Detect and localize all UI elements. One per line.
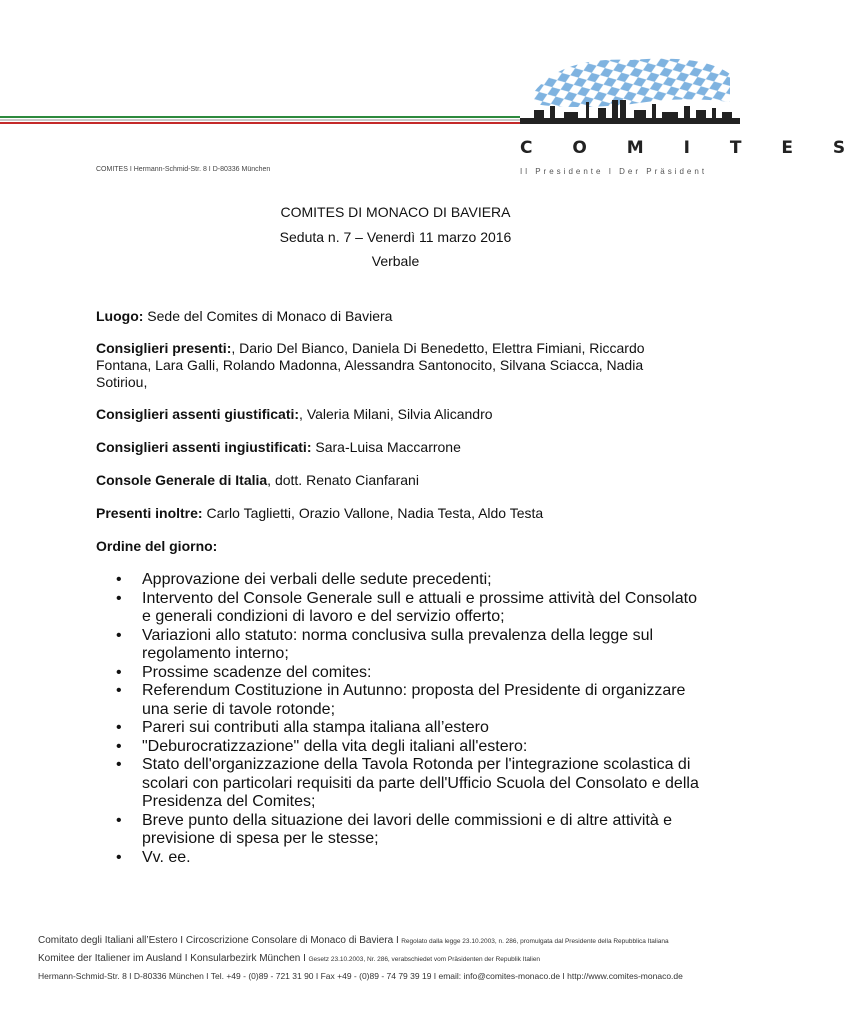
list-item: • Pareri sui contributi alla stampa italiana all’estero [116, 719, 489, 736]
presenti-label: Consiglieri presenti: [96, 340, 232, 356]
bullet-icon: • [116, 811, 122, 829]
giustificati-label: Consiglieri assenti giustificati: [96, 406, 300, 422]
logo-subtitle: Il Presidente I Der Präsident [520, 167, 708, 176]
console-value: , dott. Renato Cianfarani [267, 472, 419, 488]
list-item: • Stato dell'organizzazione della Tavola Rotonda per l'integrazione scolastica di scolari con particolari requisiti da parte dell'Ufficio Scuola del Consolato e della Presidenza del Comites; [116, 756, 699, 810]
list-item: • Intervento del Console Generale sull e attuali e prossime attività del Consolato e generali condizioni di lavoro e del servizio offerto; [116, 589, 697, 625]
list-item: • Variazioni allo statuto: norma conclusiva sulla prevalenza della legge sul regolamento interno; [116, 626, 654, 662]
meeting-session: Seduta n. 7 – Venerdì 11 marzo 2016 [279, 229, 512, 245]
sender-address: COMITES I Hermann-Schmid-Str. 8 I D-80336 München [96, 166, 271, 173]
luogo-value: Sede del Comites di Monaco di Baviera [143, 308, 393, 324]
section-presenti-inoltre [96, 505, 696, 522]
document-type: Verbale [371, 253, 420, 269]
list-item: • "Deburocratizzazione" della vita degli italiani all'estero: [116, 737, 528, 755]
ingiustificati-value: Sara-Luisa Maccarrone [311, 439, 461, 455]
console-label: Console Generale di Italia [96, 472, 268, 488]
agenda-list [96, 571, 706, 867]
inoltre-label: Presenti inoltre: [96, 505, 203, 521]
bullet-icon: • [116, 756, 122, 773]
section-ordine-del-giorno [96, 538, 696, 555]
comites-logo [520, 52, 862, 182]
section-console [96, 472, 696, 489]
list-item: • Prossime scadenze del comites: [116, 663, 372, 681]
tricolor-stripes [0, 116, 520, 128]
list-item: • Referendum Costituzione in Autunno: proposta del Presidente di organizzare una serie di tavole rotonde; [116, 682, 686, 718]
giustificati-value: , Valeria Milani, Silvia Alicandro [299, 406, 493, 422]
logo-wordmark: C O M I T E S [520, 138, 862, 158]
munich-skyline-icon [520, 96, 740, 124]
presenti-value: , Dario Del Bianco, Daniela Di Benedetto, Elettra Fimiani, Riccardo Fontana, Lara Galli, Rolando Madonna, Alessandra Santonocito, Silvana Sciacca, Nadia Sotiriou, [96, 340, 645, 390]
section-presenti [96, 340, 696, 391]
section-assenti-giustificati [96, 406, 696, 423]
bullet-icon: • [116, 663, 122, 681]
ingiustificati-label: Consiglieri assenti ingiustificati: [96, 439, 312, 455]
bullet-icon: • [116, 626, 122, 644]
bullet-icon: • [116, 589, 122, 607]
ordine-label: Ordine del giorno: [96, 538, 218, 554]
section-assenti-ingiustificati [96, 439, 696, 456]
list-item: • Breve punto della situazione dei lavori delle commissioni e di altre attività e previsione di spesa per le stesse; [116, 811, 673, 847]
bullet-icon: • [116, 737, 122, 755]
footer-contact: Hermann-Schmid-Str. 8 I D-80336 München I Tel. +49 - (0)89 - 721 31 90 I Fax +49 - (0)89 - 74 79 39 19 I email: info@comites-monaco.de I http://www.comites-monaco.de [38, 971, 683, 981]
footer-line-2: Komitee der Italiener im Ausland I Konsularbezirk München I Gesetz 23.10.2003, Nr. 286, verabschiedet vom Präsidenten der Republik Italien [38, 953, 541, 964]
list-item: • Approvazione dei verbali delle sedute precedenti; [116, 571, 492, 588]
document-title: COMITES DI MONACO DI BAVIERA [280, 204, 511, 220]
bullet-icon: • [116, 719, 122, 736]
section-luogo [96, 308, 696, 325]
bullet-icon: • [116, 571, 122, 588]
footer-line-1: Comitato degli Italiani all’Estero I Circoscrizione Consolare di Monaco di Baviera I Regolato dalla legge 23.10.2003, n. 286, promulgata dal Presidente della Repubblica Italiana [38, 935, 669, 946]
bullet-icon: • [116, 848, 122, 866]
inoltre-value: Carlo Taglietti, Orazio Vallone, Nadia Testa, Aldo Testa [202, 505, 544, 521]
bullet-icon: • [116, 682, 122, 699]
list-item: • Vv. ee. [116, 848, 191, 866]
luogo-label: Luogo: [96, 308, 144, 324]
